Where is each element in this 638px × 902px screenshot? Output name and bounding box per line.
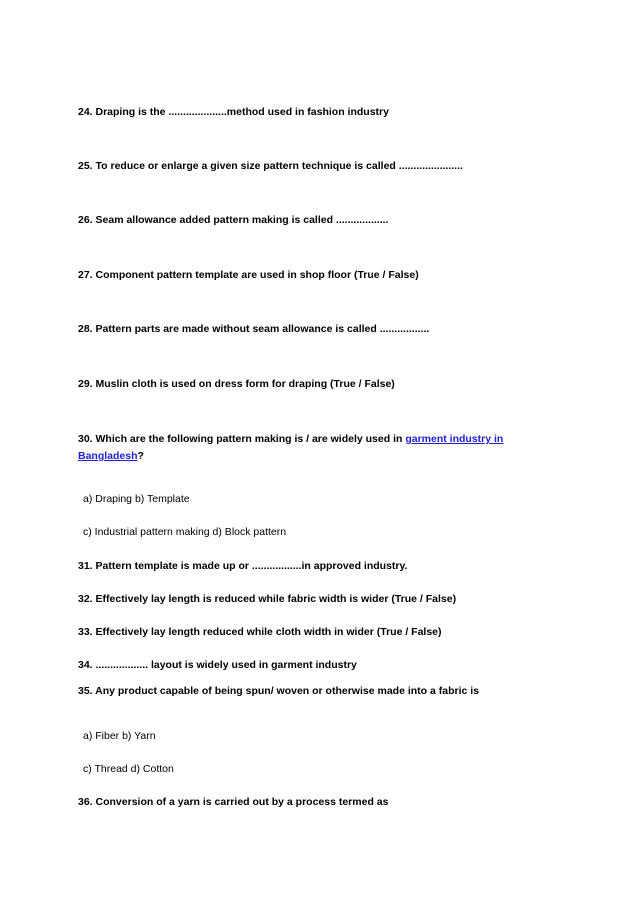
question-30-end: ? (137, 450, 144, 462)
question-35-options-a-b: a) Fiber b) Yarn (83, 730, 156, 742)
question-26: 26. Seam allowance added pattern making is called .................. (78, 214, 389, 226)
question-30-options-a-b: a) Draping b) Template (83, 493, 190, 505)
question-30-options-c-d: c) Industrial pattern making d) Block pattern (83, 526, 287, 538)
question-32: 32. Effectively lay length is reduced while fabric width is wider (True / False) (78, 593, 457, 605)
question-27: 27. Component pattern template are used in shop floor (True / False) (78, 269, 419, 281)
question-35-options-c-d: c) Thread d) Cotton (83, 763, 174, 775)
question-29: 29. Muslin cloth is used on dress form for draping (True / False) (78, 378, 395, 390)
garment-industry-link[interactable]: garment industry in Bangladesh (78, 433, 504, 462)
question-31: 31. Pattern template is made up or .................in approved industry. (78, 560, 408, 572)
question-24: 24. Draping is the ....................method used in fashion industry (78, 106, 389, 118)
question-30-text: 30. Which are the following pattern making is / are widely used in (78, 433, 406, 445)
question-36: 36. Conversion of a yarn is carried out by a process termed as (78, 796, 389, 808)
question-33: 33. Effectively lay length reduced while cloth width in wider (True / False) (78, 626, 442, 638)
question-34: 34. .................. layout is widely used in garment industry (78, 659, 357, 671)
question-35: 35. Any product capable of being spun/ woven or otherwise made into a fabric is (78, 685, 480, 697)
question-30 (78, 431, 508, 465)
question-28: 28. Pattern parts are made without seam allowance is called ................. (78, 323, 430, 335)
question-25: 25. To reduce or enlarge a given size pattern technique is called ...................... (78, 160, 463, 172)
